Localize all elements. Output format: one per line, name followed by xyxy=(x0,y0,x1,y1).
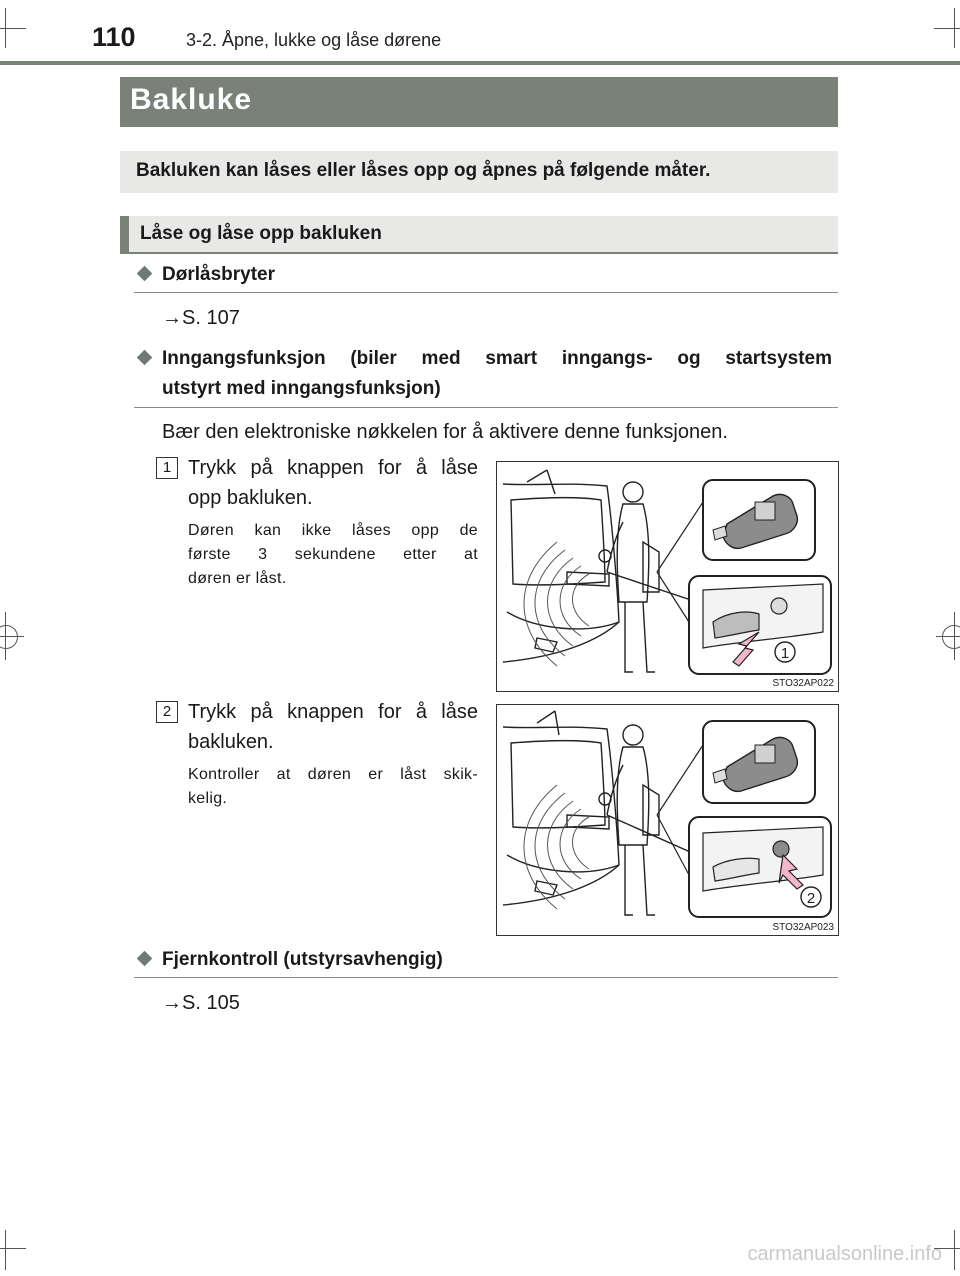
watermark: carmanualsonline.info xyxy=(747,1243,942,1265)
crop-mark-icon xyxy=(5,612,6,660)
tailgate-unlock-drawing xyxy=(497,462,838,691)
figure-callout-number: 1 xyxy=(780,645,790,662)
step-2-note-cont: kelig. xyxy=(188,790,228,807)
step-2-instruction: Trykk på knappen for å låse xyxy=(188,701,478,723)
crop-mark-icon xyxy=(954,612,955,660)
step-1-instruction: Trykk på knappen for å låse xyxy=(188,457,478,479)
step-1-instruction-cont: opp bakluken. xyxy=(188,487,313,509)
figure-code: STO32AP022 xyxy=(772,678,834,689)
item-title-entry-function-cont: utstyrt med inngangsfunksjon) xyxy=(162,378,441,399)
crop-mark-icon xyxy=(5,8,6,48)
crop-mark-icon xyxy=(954,1230,955,1270)
illustration-unlock-tailgate xyxy=(496,461,839,692)
section-reference: 3-2. Åpne, lukke og låse dørene xyxy=(186,30,442,50)
step-1-note-end: døren er låst. xyxy=(188,570,287,587)
diamond-bullet-icon xyxy=(137,266,153,282)
subsection-accent xyxy=(120,216,129,254)
figure-callout-number: 2 xyxy=(806,890,816,907)
tailgate-lock-drawing xyxy=(497,705,838,935)
page-reference-link[interactable]: →S. 105 xyxy=(162,992,240,1014)
diamond-bullet-icon xyxy=(137,951,153,967)
header-rule xyxy=(0,61,960,65)
item-rule xyxy=(134,292,838,293)
crop-mark-icon xyxy=(0,28,26,29)
crop-mark-icon xyxy=(934,28,960,29)
item-title-remote-control: Fjernkontroll (utstyrsavhengig) xyxy=(162,949,443,970)
item-title-entry-function: Inngangsfunksjon (biler med smart inngangs- og startsystem xyxy=(162,348,832,369)
intro-text: Bakluken kan låses eller låses opp og åpnes på følgende måter. xyxy=(136,160,711,181)
page-title: Bakluke xyxy=(130,83,253,116)
crop-mark-icon xyxy=(0,1248,26,1249)
step-number-badge: 1 xyxy=(156,457,178,479)
diamond-bullet-icon xyxy=(137,350,153,366)
step-number-badge: 2 xyxy=(156,701,178,723)
step-1-note: Døren kan ikke låses opp de xyxy=(188,522,478,539)
page-number: 110 xyxy=(92,22,136,52)
step-1-note-cont: første 3 sekundene etter at xyxy=(188,546,478,563)
subsection-title: Låse og låse opp bakluken xyxy=(140,223,382,244)
illustration-lock-tailgate xyxy=(496,704,839,936)
item-rule xyxy=(134,407,838,408)
page-reference-link[interactable]: →S. 107 xyxy=(162,307,240,329)
crop-mark-icon xyxy=(5,1230,6,1270)
crop-mark-icon xyxy=(0,625,18,649)
item-title-door-lock-switch: Dørlåsbryter xyxy=(162,264,275,285)
step-2-instruction-cont: bakluken. xyxy=(188,731,274,753)
step-2-note: Kontroller at døren er låst skik- xyxy=(188,766,478,783)
crop-mark-icon xyxy=(954,8,955,48)
figure-code: STO32AP023 xyxy=(772,922,834,933)
crop-mark-icon xyxy=(942,625,960,649)
item-rule xyxy=(134,977,838,978)
entry-function-description: Bær den elektroniske nøkkelen for å aktivere denne funksjonen. xyxy=(162,421,728,443)
